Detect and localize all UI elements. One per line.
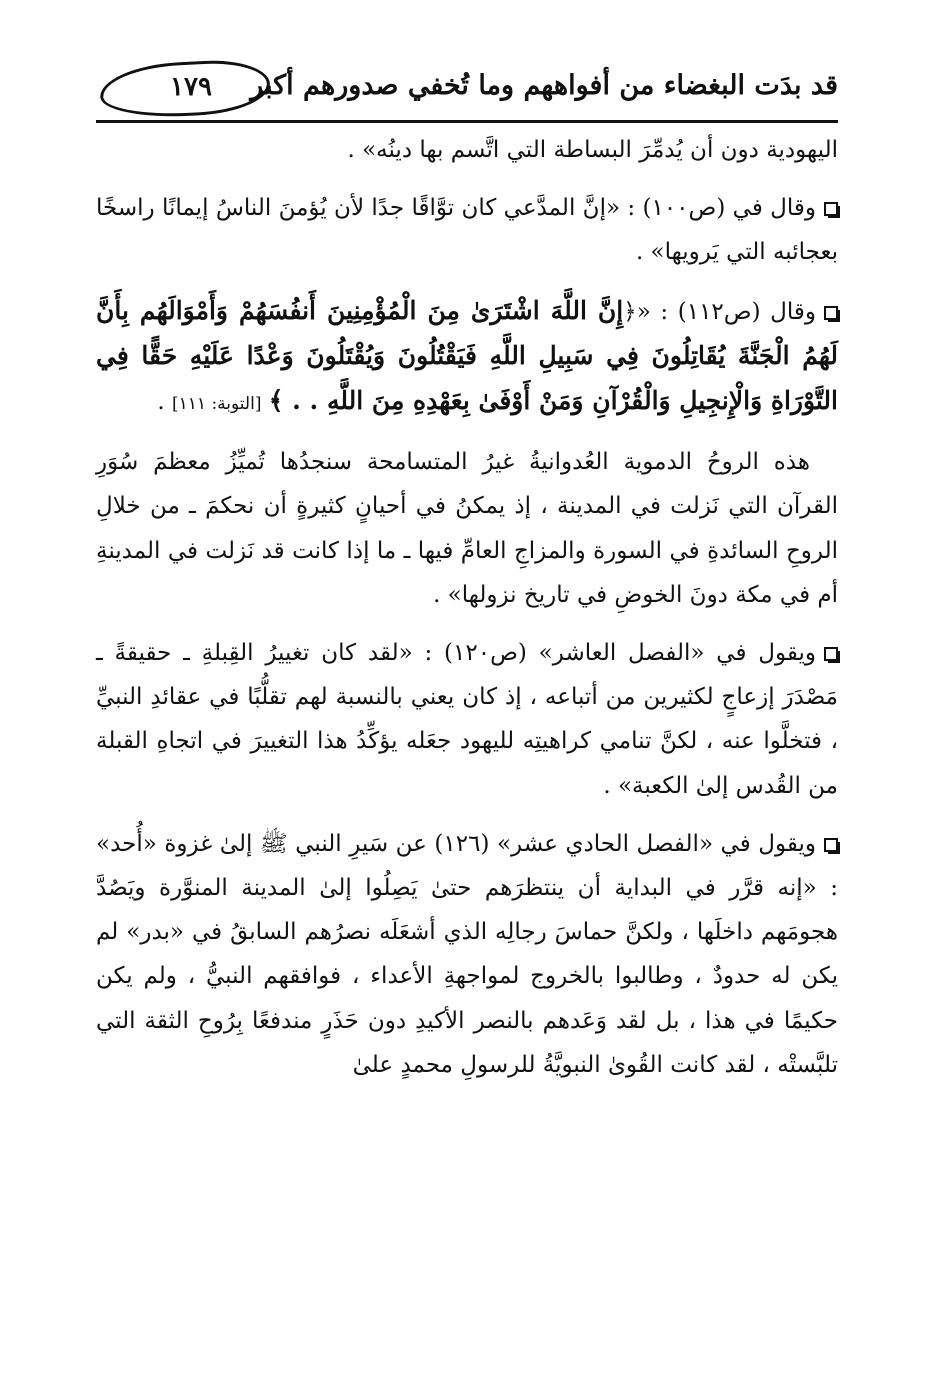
bullet-icon — [824, 306, 838, 320]
bullet-icon — [824, 838, 838, 852]
paragraph-3-intro: وقال (ص١١٢) : «﴿ — [623, 298, 816, 325]
quran-verse: إِنَّ اللَّهَ اشْتَرَىٰ مِنَ الْمُؤْمِنِينَ أَنفُسَهُمْ وَأَمْوَالَهُم بِأَنَّ لَهُمُ الْجَنَّةَ يُقَاتِلُونَ فِي سَبِيلِ اللَّهِ فَيَقْتُلُونَ وَيُقْتَلُونَ وَعْدًا عَلَيْهِ حَقًّا فِي التَّوْرَاةِ وَالْإِنجِيلِ وَالْقُرْآنِ وَمَنْ أَوْفَىٰ بِعَهْدِهِ مِنَ اللَّهِ . . ﴾ — [96, 295, 838, 416]
header-divider — [96, 120, 838, 123]
paragraph-3 — [96, 289, 838, 427]
verse-reference: [التوبة: ١١١] — [172, 394, 262, 415]
paragraph-5 — [96, 631, 838, 808]
paragraph-6 — [96, 822, 838, 1087]
paragraph-4 — [96, 440, 838, 617]
paragraph-1-text: اليهودية دون أن يُدمِّرَ البساطة التي اتَّسم بها دينُه» . — [347, 137, 838, 163]
page-number: ١٧٩ — [170, 72, 212, 102]
paragraph-2 — [96, 186, 838, 274]
paragraph-6-text: ويقول في «الفصل الحادي عشر» (١٢٦) عن سَيرِ النبي ﷺ إلىٰ غزوة «أُحد» : «إنه قرَّر في البداية أن ينتظرَهم حتىٰ يَصِلُوا إلىٰ المدينة المنوَّرة ويَصُدَّ هجومَهم داخلَها ، ولكنَّ حماسَ رجالِه الذي أشعَلَه نصرُهم السابقُ في «بدر» لم يكن له حدودٌ ، وطالبوا بالخروج لمواجهةِ الأعداء ، فوافقهم النبيُّ ، ولم يكن حكيمًا في هذا ، بل لقد وَعَدهم بالنصر الأكيدِ دون حَذَرٍ مندفعًا بِرُوحِ الثقة التي تلبَّستْه ، لقد كانت القُوىٰ النبويَّةُ للرسولِ محمدٍ علىٰ — [96, 830, 838, 1078]
paragraph-5-text: ويقول في «الفصل العاشر» (ص١٢٠) : «لقد كان تغييرُ القِبلةِ ـ حقيقةً ـ مَصْدَرَ إزعاجٍ لكثيرين من أتباعه ، إذ كان يعني بالنسبة لهم تقلُّبًا في عقائدِ النبيِّ ، فتخلَّوا عنه ، لكنَّ تنامي كراهيتِه لليهود جعَله يؤكِّدُ هذا التغييرَ في اتجاهِ القبلة من القُدس إلىٰ الكعبة» . — [96, 640, 838, 799]
paragraph-2-text: وقال في (ص١٠٠) : «إنَّ المدَّعي كان توَّاقًا جدًا لأن يُؤمنَ الناسُ إيمانًا راسخًا بعجائبه التي يَرويها» . — [96, 195, 838, 266]
page-header — [96, 56, 838, 120]
paragraph-4-text: هذه الروحُ الدموية العُدوانيةُ غيرُ المتسامحة سنجدُها تُميِّزُ معظمَ سُوَرِ القرآن التي نَزلت في المدينة ، إذ يمكنُ في أحيانٍ كثيرةٍ أن نحكمَ ـ من خلالِ الروحِ السائدةِ في السورة والمزاجِ العامِّ فيها ـ ما إذا كانت قد نَزلت في المدينةِ أم في مكة دونَ الخوضِ في تاريخ نزولها» . — [96, 449, 838, 608]
paragraph-1 — [96, 128, 838, 172]
running-title: قد بدَت البغضاء من أفواههم وما تُخفي صدورهم أكبر — [250, 70, 838, 101]
paragraph-3-end: . — [157, 389, 165, 416]
bullet-icon — [824, 202, 838, 216]
page-body — [96, 128, 838, 1101]
bullet-icon — [824, 647, 838, 661]
